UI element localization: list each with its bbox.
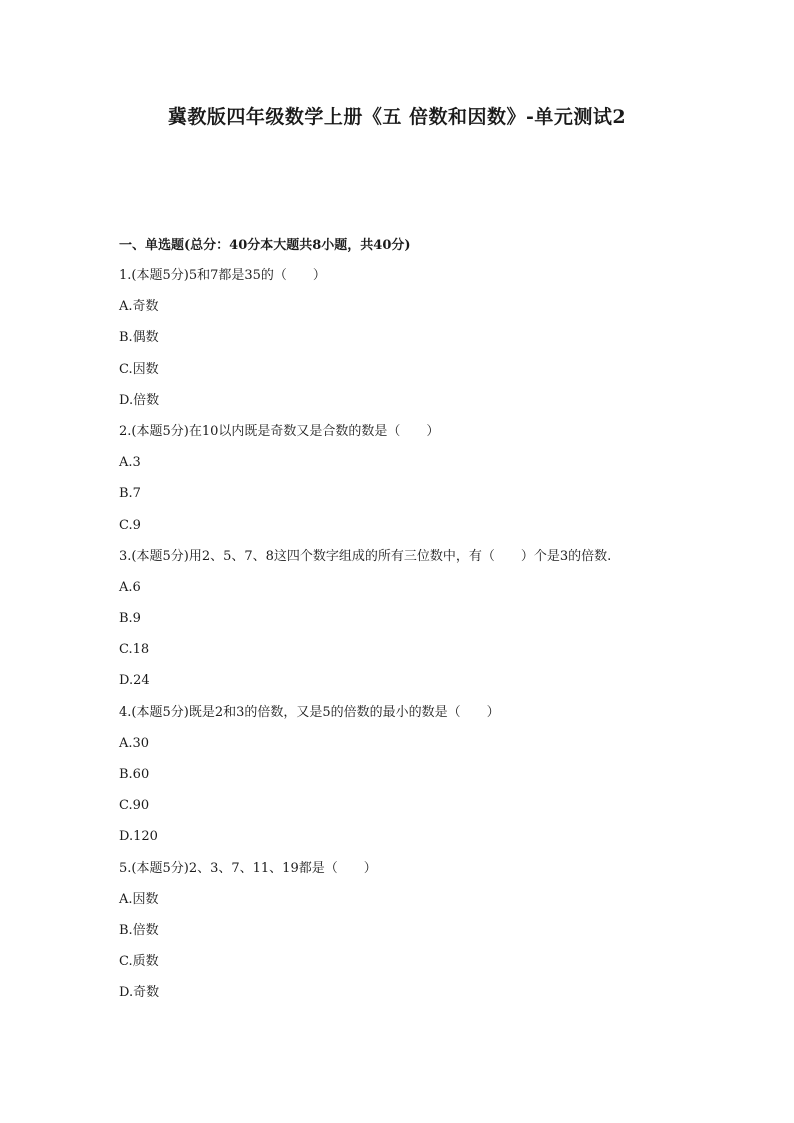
section-heading: 一、单选题(总分：40分本大题共8小题，共40分) [119,238,411,253]
question-4 [119,703,719,848]
document-title: 冀教版四年级数学上册《五 倍数和因数》-单元测试2 [167,106,627,128]
option-c: C.90 [119,798,150,814]
option-d: D.奇数 [119,985,160,1001]
option-a: A.6 [119,579,141,595]
question-stem: 4.(本题5分)既是2和3的倍数，又是5的倍数的最小的数是（ ） [119,704,500,720]
option-d: D.120 [119,829,158,845]
option-a: A.因数 [119,891,159,907]
option-b: B.7 [119,486,141,502]
question-2 [119,422,719,536]
question-1 [119,266,719,411]
question-stem: 2.(本题5分)在10以内既是奇数又是合数的数是（ ） [119,423,440,439]
option-a: A.3 [119,455,141,471]
question-3 [119,547,719,692]
question-stem: 5.(本题5分)2、3、7、11、19都是（ ） [119,860,377,876]
question-stem: 1.(本题5分)5和7都是35的（ ） [119,268,326,283]
option-b: B.60 [119,767,150,782]
option-a: A.30 [119,735,150,751]
option-a: A.奇数 [119,299,159,315]
option-c: C.9 [119,517,141,533]
question-section [119,236,719,1015]
question-5 [119,859,719,1004]
option-c: C.18 [119,642,150,658]
option-c: C.质数 [119,954,159,970]
option-b: B.倍数 [119,922,159,938]
question-stem: 3.(本题5分)用2、5、7、8这四个数字组成的所有三位数中，有（ ）个是3的倍数. [119,548,612,564]
option-b: B.9 [119,611,141,627]
option-c: C.因数 [119,361,159,377]
option-d: D.倍数 [119,392,160,408]
option-b: B.偶数 [119,330,159,346]
option-d: D.24 [119,673,150,689]
